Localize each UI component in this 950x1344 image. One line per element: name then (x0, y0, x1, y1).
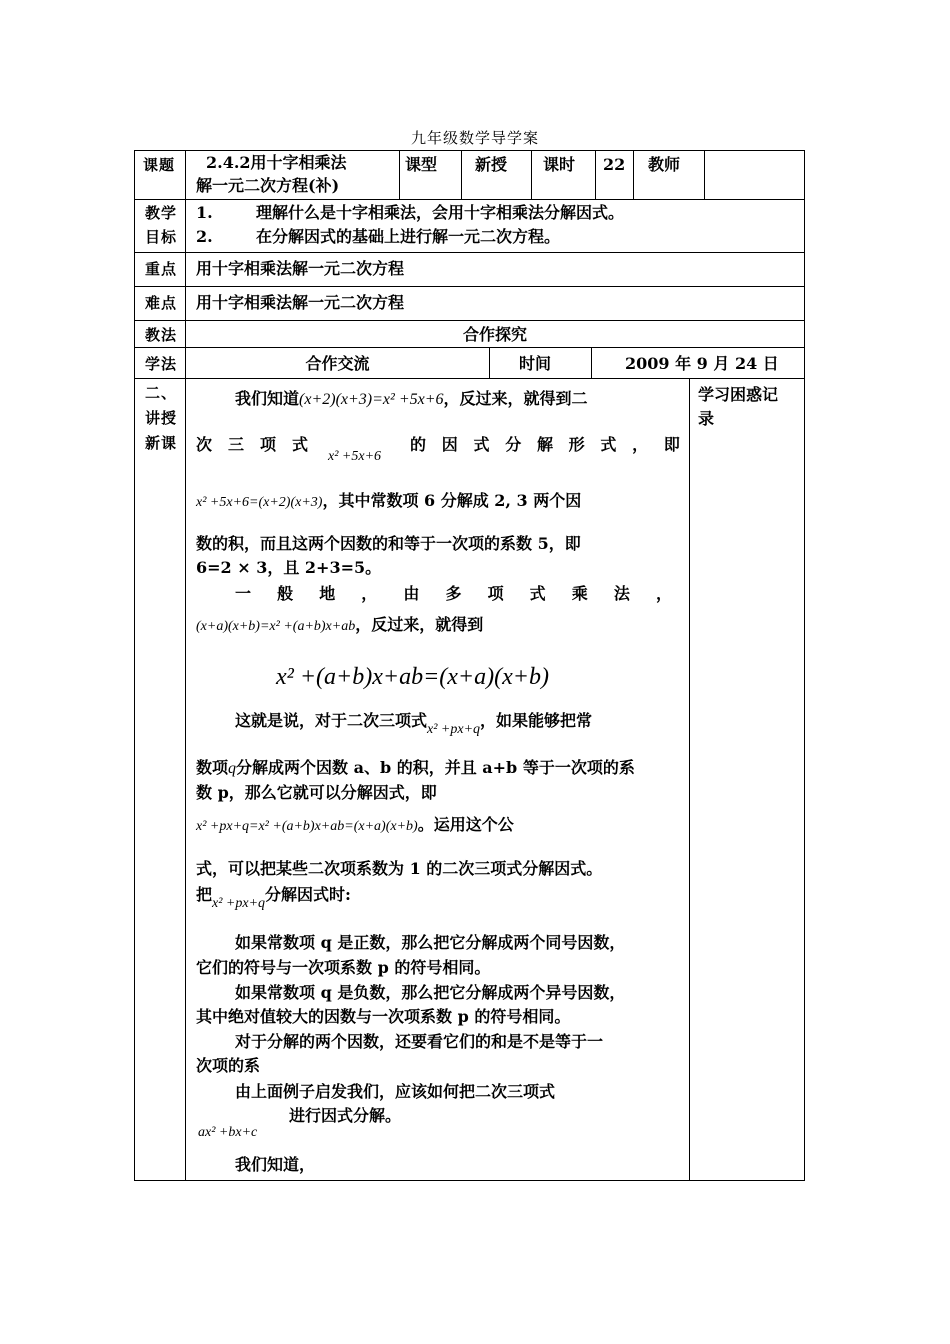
spaced-char: 地 (319, 584, 336, 603)
body-line-10: 数 p，那么它就可以分解因式，即 (196, 783, 437, 802)
section-label-line-1: 二、 (145, 384, 178, 402)
body-line-15: 它们的符号与一次项系数 p 的符号相同。 (196, 958, 491, 977)
goals-label-line-2: 目标 (145, 228, 178, 246)
body-line-17: 其中绝对值较大的因数与一次项系数 p 的符号相同。 (196, 1007, 571, 1026)
goal-text-1: 理解什么是十字相乘法，会用十字相乘法分解因式。 (256, 203, 625, 222)
notes-column-label (698, 383, 778, 431)
equation-pxq: x² +px+q (427, 722, 481, 737)
equation-quadratic: ax² +bx+c (198, 1125, 258, 1140)
spaced-char: 项 (487, 584, 504, 603)
spaced-char: 般 (277, 584, 294, 603)
spaced-char: 的 (410, 435, 427, 454)
key-point-label: 重点 (145, 260, 178, 278)
teaching-method-label: 教法 (145, 326, 178, 344)
section-label-line-2: 讲授 (145, 409, 178, 427)
difficulty-value: 用十字相乘法解一元二次方程 (196, 293, 405, 312)
body-line-2 (196, 432, 680, 472)
date-value: 2009 年 9 月 24 日 (625, 354, 779, 373)
body-line-21: 进行因式分解。 (289, 1106, 402, 1125)
body-line-9 (196, 755, 635, 782)
spaced-char: 解 (536, 435, 553, 454)
goal-item-1 (196, 201, 624, 225)
spaced-char: 次 (196, 435, 213, 454)
spaced-char: 因 (441, 435, 458, 454)
equation-factored: x² +5x+6=(x+2)(x+3) (196, 495, 323, 510)
spaced-char: 由 (403, 584, 420, 603)
spaced-char: 多 (445, 584, 462, 603)
body-line-22: 我们知道， (235, 1155, 316, 1174)
goal-number-2: 2. (196, 227, 213, 246)
learning-method-label: 学法 (145, 355, 178, 373)
topic-label: 课题 (143, 156, 176, 174)
goal-text-2: 在分解因式的基础上进行解一元二次方程。 (256, 227, 561, 246)
spaced-char: 形 (568, 435, 585, 454)
body-line-12: 式，可以把某些二次项系数为 1 的二次三项式分解因式。 (196, 859, 603, 878)
topic-value (196, 151, 347, 197)
body-line-6 (235, 581, 672, 607)
body-line-8 (235, 708, 592, 736)
equation-pxq: x² +px+q (212, 896, 266, 911)
body-line-1 (235, 386, 588, 413)
body-line-16: 如果常数项 q 是负数，那么把它分解成两个异号因数， (235, 983, 626, 1002)
body-text: ，其中常数项 6 分解成 2, 3 两个因 (322, 491, 582, 510)
body-line-11 (196, 812, 514, 840)
body-line-4: 数的积，而且这两个因数的和等于一次项的系数 5，即 (196, 534, 581, 553)
spaced-char: 三 (227, 435, 244, 454)
teaching-method-value: 合作探究 (462, 325, 527, 344)
learning-method-value: 合作交流 (305, 354, 370, 373)
spaced-char: ， (361, 584, 378, 603)
spaced-char: 乘 (571, 584, 588, 603)
difficulty-label: 难点 (145, 294, 178, 312)
spaced-char: 法 (613, 584, 630, 603)
teacher-label: 教师 (648, 155, 681, 174)
body-text: 分解成两个因数 a、b 的积，并且 a+b 等于一次项的系 (236, 758, 635, 777)
spaced-char: 分 (505, 435, 522, 454)
body-line-3 (196, 488, 581, 516)
spaced-char: 一 (235, 584, 252, 603)
key-point-value: 用十字相乘法解一元二次方程 (196, 259, 405, 278)
body-text: 。运用这个公 (417, 815, 514, 834)
time-label: 时间 (519, 354, 552, 373)
spaced-char: 式 (473, 435, 490, 454)
spaced-char: 式 (600, 435, 617, 454)
topic-value-line-2: 解一元二次方程(补) (196, 176, 340, 195)
body-line-19: 次项的系 (196, 1056, 261, 1075)
goals-label (145, 201, 177, 249)
body-line-13 (196, 882, 351, 910)
spaced-char: 项 (259, 435, 276, 454)
equation-pxq-factored: x² +px+q=x² +(a+b)x+ab=(x+a)(x+b) (196, 819, 418, 834)
variable-q: q (228, 760, 237, 777)
body-text: ，反过来，就得到 (355, 615, 484, 634)
goals-label-line-1: 教学 (145, 204, 178, 222)
equation-general-expansion: (x+a)(x+b)=x² +(a+b)x+ab (196, 619, 356, 634)
document-title: 九年级数学导学案 (410, 129, 539, 147)
body-line-20: 由上面例子启发我们，应该如何把二次三项式 (235, 1082, 556, 1101)
notes-label-line-1: 学习困惑记 (698, 385, 779, 404)
spaced-char: 即 (663, 435, 680, 454)
class-hours-label: 课时 (543, 155, 576, 174)
body-text: ，如果能够把常 (480, 711, 593, 730)
class-hours-value: 22 (603, 155, 626, 174)
equation-trinomial: x² +5x+6 (328, 449, 382, 464)
spaced-char: 式 (529, 584, 546, 603)
spaced-text (410, 432, 680, 458)
spaced-char: ， (632, 435, 649, 454)
body-line-14: 如果常数项 q 是正数，那么把它分解成两个同号因数， (235, 933, 626, 952)
body-text: 分解因式时: (265, 885, 351, 904)
equation-display: x² +(a+b)x+ab=(x+a)(x+b) (276, 664, 549, 690)
section-label (145, 381, 177, 456)
spaced-text (196, 432, 308, 458)
body-text: 这就是说，对于二次三项式 (235, 711, 428, 730)
topic-value-line-1: 2.4.2用十字相乘法 (206, 153, 347, 172)
section-label-line-3: 新课 (145, 434, 178, 452)
spaced-char: ， (655, 584, 672, 603)
body-text: 数项 (196, 758, 229, 777)
lesson-type-label: 课型 (405, 155, 438, 174)
body-line-7 (196, 612, 483, 640)
body-line-18: 对于分解的两个因数，还要看它们的和是不是等于一 (235, 1032, 604, 1051)
lesson-type-value: 新授 (475, 155, 508, 174)
goal-number-1: 1. (196, 203, 213, 222)
spaced-char: 式 (291, 435, 308, 454)
equation-expansion: (x+2)(x+3)=x² +5x+6 (299, 391, 444, 408)
body-text: 我们知道 (235, 389, 300, 408)
body-text: ，反过来，就得到二 (443, 389, 588, 408)
body-line-5: 6=2 × 3，且 2+3=5。 (196, 558, 382, 577)
goal-item-2 (196, 225, 560, 249)
body-text: 把 (196, 885, 213, 904)
notes-label-line-2: 录 (698, 409, 715, 428)
